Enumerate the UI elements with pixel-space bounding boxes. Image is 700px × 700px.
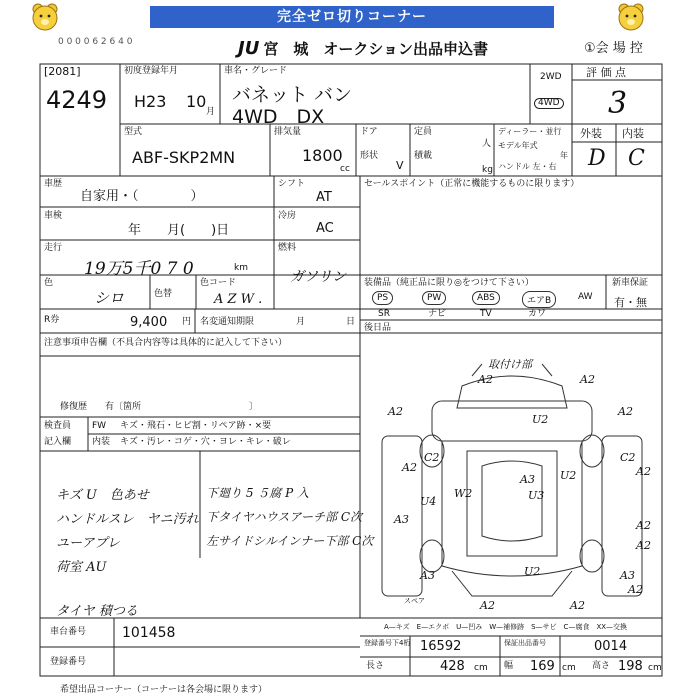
barcode-digits: 0 0 0 0 6 2 6 4 0 [58, 37, 133, 47]
capacity-label: 定員 [414, 127, 433, 137]
load-label: 積載 [414, 151, 433, 161]
damage-mark: A2 [402, 461, 417, 474]
tax-day: 日 [346, 317, 356, 327]
usage-label: 車歴 [44, 179, 63, 189]
repaint-label: 色替 [154, 289, 173, 299]
handwritten-note: ユーアプレ [56, 536, 120, 551]
reserve-label: 登録番号下4桁 [364, 639, 411, 647]
fuel-value: ガソリン [290, 269, 346, 285]
height-unit: cm [648, 663, 662, 673]
reg-year-label: 初度登録年月 [124, 66, 179, 76]
reserve2-label: 保証出品番号 [504, 639, 546, 647]
damage-mark: U2 [560, 469, 577, 482]
damage-mark: A2 [478, 373, 493, 386]
model-label: 型式 [124, 127, 143, 137]
rear-seat-label: 後日品 [364, 323, 392, 333]
shape-value: V [396, 159, 404, 172]
damage-mark: A2 [628, 583, 643, 596]
vehicle-name: バネット バン [232, 84, 353, 106]
tax-month: 月 [296, 317, 306, 327]
damage-mark: A3 [520, 473, 535, 486]
damage-mark: A2 [636, 519, 651, 532]
fuel-label: 燃料 [278, 243, 297, 253]
length-unit: cm [474, 663, 488, 673]
lot-number: 4249 [46, 86, 108, 114]
car-damage-diagram [362, 356, 660, 614]
damage-mark: A2 [388, 405, 403, 418]
reserve2-value: 0014 [594, 639, 628, 654]
damage-mark: C2 [620, 451, 636, 464]
exterior-label: 外装 [580, 127, 602, 140]
rating-value: 3 [608, 86, 628, 121]
damage-mark: A2 [580, 373, 595, 386]
inspector-label: 検査員 [44, 421, 72, 431]
color-label: 色 [44, 278, 54, 288]
reg-era: H23 [134, 92, 167, 111]
model-year-unit: 年 [560, 151, 568, 160]
exterior-grade: D [588, 146, 606, 171]
handle-label: ハンドル 左・右 [498, 162, 557, 171]
mileage-unit: km [234, 263, 248, 273]
new-car-label: 新車保証 [612, 278, 649, 288]
color-value: シロ [94, 289, 125, 307]
damage-mark: A2 [636, 465, 651, 478]
damage-mark: A3 [420, 569, 435, 582]
equipment-label: 装備品（純正品に限り◎をつけて下さい） [364, 278, 534, 288]
ac-label: 冷房 [278, 211, 297, 221]
repair-history: 修復歴 有〔箇所 〕 [60, 402, 259, 412]
equipment-airbag: エアB [522, 291, 556, 308]
displacement-unit: cc [340, 164, 350, 174]
interior-label: 内装 [622, 127, 644, 140]
damage-mark: U4 [420, 495, 437, 508]
notes-label: 注意事項申告欄（不具合内容等は具体的に記入して下さい） [44, 338, 288, 348]
equipment-tv: TV [480, 309, 492, 319]
month-unit: 月 [206, 107, 216, 117]
recycle-unit: 円 [182, 317, 192, 327]
equipment-pw: PW [422, 291, 446, 305]
diagram-title: 取付け部 [488, 358, 532, 371]
reg-number-label: 登録番号 [50, 657, 87, 667]
sales-point-label: セールスポイント（正常に機能するものに限ります） [364, 179, 580, 189]
dealer-label: ディーラー・並行 [498, 127, 562, 136]
damage-mark: A2 [570, 599, 585, 612]
tax-label: 名変通知期限 [200, 317, 255, 327]
handwritten-note: タイヤ 積つる [56, 604, 138, 619]
shift-value: AT [316, 190, 332, 205]
reg-month: 10 [186, 92, 207, 111]
spare-label: スペア [404, 597, 425, 605]
load-unit: kg [482, 165, 493, 175]
displacement-value: 1800 [302, 146, 343, 165]
interior-notes-label: 内装 [92, 437, 111, 447]
record-label: 記入欄 [44, 437, 72, 447]
mileage-label: 走行 [44, 243, 63, 253]
banner-title: 完全ゼロ切りコーナー [150, 6, 554, 28]
ac-value: AC [316, 221, 334, 236]
damage-mark: C2 [424, 451, 440, 464]
body-number-label: 車台番号 [50, 627, 87, 637]
handwritten-note-right: 下タイヤハウスアーチ部 C次 [206, 510, 363, 524]
vehicle-name-label: 車名・グレード [224, 66, 288, 76]
damage-mark: W2 [454, 487, 473, 500]
form-title: JU 宮 城 オークション出品申込書 [238, 38, 489, 59]
damage-legend: A—キズ E—エクボ U—凹み W—補修跡 S—サビ C—腐食 XX—交換 [384, 623, 628, 631]
handwritten-note-right: 下廻り 5 ５腐 P 入 [206, 486, 309, 500]
damage-mark: U2 [524, 565, 541, 578]
drive-2wd: 2WD [540, 72, 562, 82]
venue-note: ①会 場 控 [584, 41, 643, 56]
drive-4wd: 4WD [534, 98, 564, 109]
lot-code: [2081] [44, 65, 81, 78]
equipment-aw: AW [578, 292, 593, 302]
vehicle-grade: 4WD DX [232, 106, 325, 128]
handwritten-note: キズ U 色あせ [56, 488, 149, 503]
recycle-amount: 9,400 [130, 315, 168, 330]
damage-mark: A3 [394, 513, 409, 526]
usage-value: 自家用・（ ） [80, 189, 204, 204]
body-number: 101458 [122, 625, 176, 641]
height-label: 高さ [592, 661, 611, 671]
door-label: ドア [360, 127, 378, 137]
model-year-label: モデル年式 [498, 141, 538, 150]
damage-mark: A3 [620, 569, 635, 582]
equipment-abs: ABS [472, 291, 500, 305]
damage-mark: U2 [532, 413, 549, 426]
fw-items: キズ・飛石・ヒビ割・リペア跡・×要 [120, 421, 272, 431]
equipment-navi: ナビ [428, 309, 447, 319]
height-value: 198 [618, 659, 643, 674]
reserve-value: 16592 [420, 639, 462, 654]
length-label: 長さ [366, 661, 385, 671]
rating-label: 評 価 点 [586, 66, 626, 79]
color-code-label: 色コード [200, 278, 237, 288]
shape-label: 形状 [360, 151, 379, 161]
handwritten-note-right: 左サイドシルインナー下部 C次 [206, 534, 374, 548]
width-value: 169 [530, 659, 555, 674]
damage-mark: A2 [636, 539, 651, 552]
new-car-value: 有・無 [614, 296, 647, 309]
equipment-sr: SR [378, 309, 390, 319]
inspection-label: 車検 [44, 211, 63, 221]
damage-mark: A2 [618, 405, 633, 418]
mileage-value: 19万5千0 7 0 [84, 259, 194, 279]
length-value: 428 [440, 659, 465, 674]
interior-grade: C [628, 146, 645, 171]
handwritten-note: 荷室 AU [56, 560, 107, 575]
damage-mark: U3 [528, 489, 545, 502]
inspection-value: 年 月( )日 [128, 223, 230, 238]
color-code-value: A Z W . [214, 292, 263, 307]
damage-mark: A2 [480, 599, 495, 612]
width-unit: cm [562, 663, 576, 673]
handwritten-note: ハンドルスレ ヤニ汚れ [56, 512, 199, 527]
width-label: 幅 [504, 661, 514, 671]
equipment-leather: カワ [528, 309, 547, 319]
model-value: ABF-SKP2MN [132, 148, 236, 167]
shift-label: シフト [278, 179, 306, 189]
equipment-ps: PS [372, 291, 393, 305]
displacement-label: 排気量 [274, 127, 302, 137]
capacity-unit: 人 [482, 139, 492, 149]
recycle-label: R券 [44, 315, 60, 325]
desired-corner: 希望出品コーナー（コーナーは各会場に限ります） [60, 685, 268, 695]
fw-label: FW [92, 421, 107, 431]
interior-notes-items: キズ・汚レ・コゲ・穴・ヨレ・キレ・破レ [120, 437, 291, 447]
